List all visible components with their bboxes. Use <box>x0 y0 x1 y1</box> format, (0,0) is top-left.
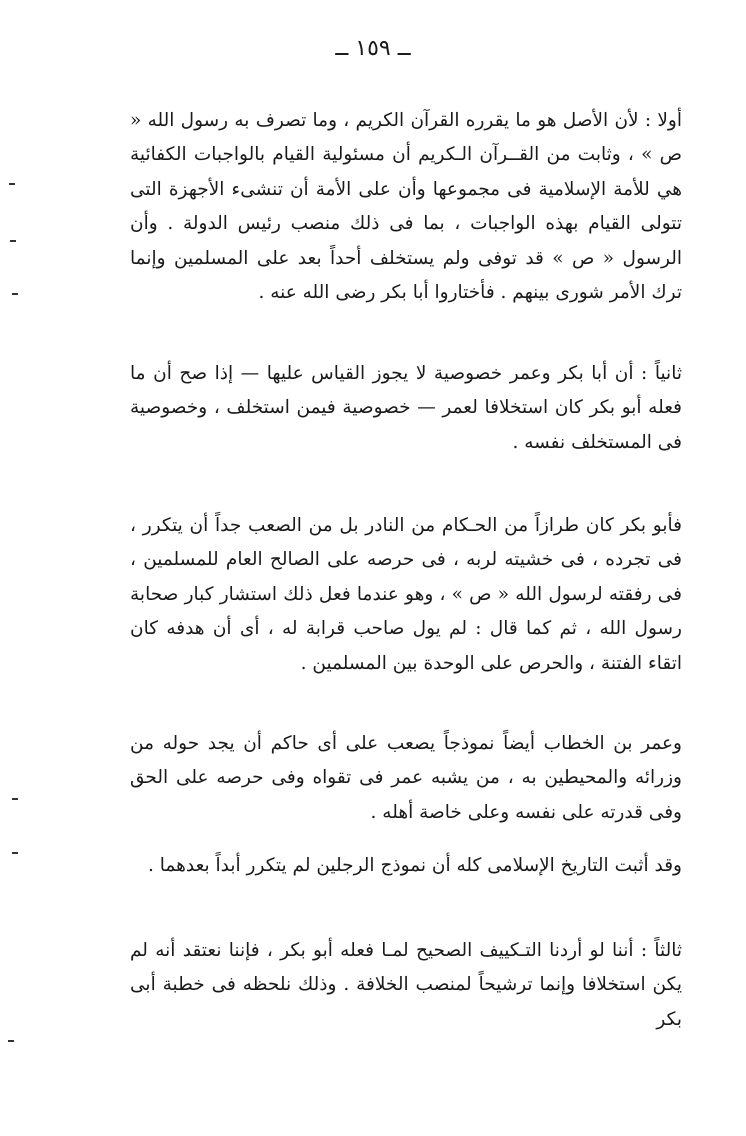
margin-mark <box>12 852 18 854</box>
margin-mark <box>12 293 18 295</box>
margin-mark <box>8 1040 14 1042</box>
paragraph-umar: وعمر بن الخطاب أيضاً نموذجاً يصعب على أى حاكم أن يجد حوله من وزرائه والمحيطين به ، من يشبه عمر فى تقواه وفى حرصه على الحق وفى قدرته على نفسه وعلى خاصة أهله . <box>130 732 682 823</box>
margin-mark <box>12 798 18 800</box>
paragraph-history: وقد أثبت التاريخ الإسلامى كله أن نموذج الرجلين لم يتكرر أبداً بعدهما . <box>148 854 682 876</box>
paragraph-second-reason: ثانياً : أن أبا بكر وعمر خصوصية لا يجوز القياس عليها — إذا صح أن ما فعله أبو بكر كان استخلافا لعمر — خصوصية فيمن استخلف ، وخصوصية فى المستخلف نفسه . <box>130 362 682 453</box>
paragraph-first-reason: أولا : لأن الأصل هو ما يقرره القرآن الكريم ، وما تصرف به رسول الله « ص » ، وثابت من القــرآن الـكريم أن مسئولية القيام بالواجبات الكفائية هي للأمة الإسلامية فى مجموعها وأن على الأمة أن تنشىء الأجهزة التى تتولى القيام بهذه الواجبات ، بما فى ذلك منصب رئيس الدولة . وأن الرسول « ص » قد توفى ولم يستخلف أحداً بعد على المسلمين وإنما ترك الأمر شورى بينهم . فأختاروا أبا بكر رضى الله عنه . <box>130 109 682 303</box>
page-number: ــ ١٥٩ ــ <box>335 36 411 61</box>
paragraph-abu-bakr: فأبو بكر كان طرازاً من الحـكام من النادر بل من الصعب جداً أن يتكرر ، فى تجرده ، فى خشيته لربه ، فى حرصه على الصالح العام للمسلمين ، فى رفقته لرسول الله « ص » ، وهو عندما فعل ذلك استشار كبار صحابة رسول الله ، ثم كما قال : لم يول صاحب قرابة له ، أى أن هدفه كان اتقاء الفتنة ، والحرص على الوحدة بين المسلمين . <box>130 514 682 674</box>
paragraph-third-reason: ثالثاً : أننا لو أردنا التـكييف الصحيح لمـا فعله أبو بكر ، فإننا نعتقد أنه لم يكن استخلافا وإنما ترشيحاً لمنصب الخلافة . وذلك نلحظه فى خطبة أبى بكر <box>130 939 682 1030</box>
margin-mark <box>10 240 16 242</box>
margin-mark <box>9 183 15 185</box>
